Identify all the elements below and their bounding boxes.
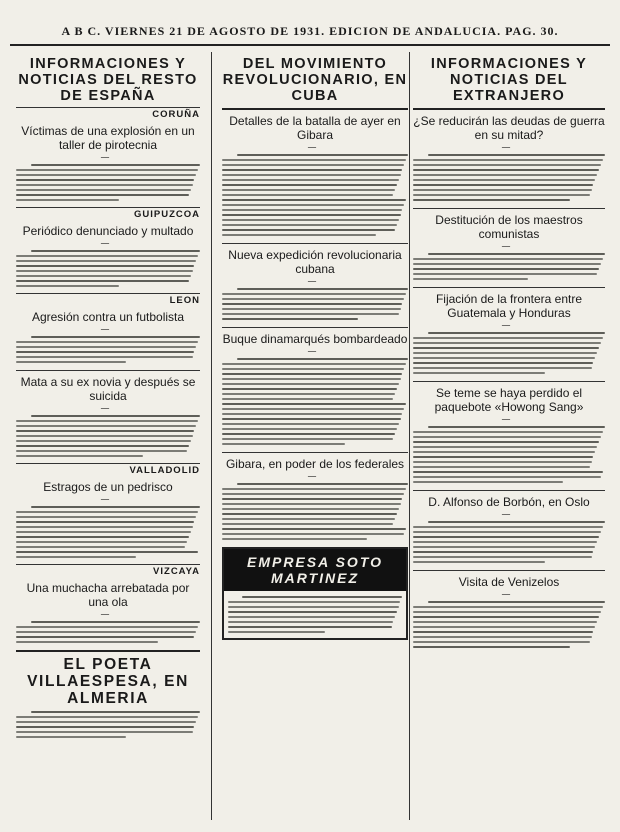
- section-divider: [413, 287, 605, 288]
- text-line: [413, 616, 599, 618]
- text-line: [228, 621, 393, 623]
- article-headline: Nueva expedición revolucionaria cubana: [228, 248, 402, 276]
- text-line: [16, 636, 194, 638]
- text-line: [16, 285, 119, 287]
- text-line: [16, 275, 191, 277]
- text-line: [413, 451, 595, 453]
- text-line: [16, 260, 196, 262]
- article-headline: Buque dinamarqués bombardeado: [222, 332, 408, 346]
- ad-title: EMPRESA SOTO MARTINEZ: [224, 549, 406, 591]
- section-divider: [222, 327, 408, 328]
- section-divider: [413, 208, 605, 209]
- headline-separator: —: [100, 325, 116, 335]
- text-line: [413, 536, 599, 538]
- text-line: [16, 516, 196, 518]
- region-label: GUIPUZCOA: [16, 207, 200, 220]
- text-line: [413, 561, 545, 563]
- text-line: [16, 521, 194, 523]
- section-title: INFORMACIONES Y NOTICIAS DEL RESTO DE ESPAÑA: [18, 56, 198, 104]
- text-line: [222, 204, 404, 206]
- section-divider: [413, 490, 605, 491]
- text-line: [413, 481, 563, 483]
- text-line: [222, 388, 397, 390]
- article-body: [413, 599, 605, 651]
- article-body: [413, 152, 605, 204]
- text-line: [228, 601, 400, 603]
- headline-separator: —: [501, 415, 517, 425]
- article-body: [16, 504, 200, 561]
- column-divider: [211, 52, 212, 820]
- text-line: [428, 253, 605, 255]
- text-line: [222, 488, 406, 490]
- text-line: [413, 621, 597, 623]
- text-line: [413, 631, 593, 633]
- text-line: [413, 446, 597, 448]
- text-line: [16, 531, 191, 533]
- section-divider: [413, 381, 605, 382]
- text-line: [222, 523, 393, 525]
- text-line: [16, 716, 198, 718]
- article-headline: Se teme se haya perdido el paquebote «Howong Sang»: [434, 386, 584, 414]
- text-line: [222, 378, 401, 380]
- text-line: [222, 418, 401, 420]
- article-body: [222, 152, 408, 239]
- article-headline: Estragos de un pedrisco: [43, 480, 173, 494]
- article-body: [222, 356, 408, 448]
- text-line: [222, 363, 406, 365]
- headline-separator: —: [307, 472, 323, 482]
- masthead: A B C. VIERNES 21 DE AGOSTO DE 1931. EDICION DE ANDALUCIA. PAG. 30.: [10, 18, 610, 46]
- text-line: [222, 518, 395, 520]
- text-line: [413, 337, 603, 339]
- text-line: [413, 441, 599, 443]
- section-divider: [222, 243, 408, 244]
- headline-separator: —: [307, 277, 323, 287]
- text-line: [222, 503, 401, 505]
- article-headline: Visita de Venizelos: [458, 575, 560, 589]
- text-line: [16, 169, 198, 171]
- text-line: [222, 174, 401, 176]
- text-line: [413, 606, 603, 608]
- text-line: [222, 164, 404, 166]
- text-line: [16, 435, 193, 437]
- text-line: [222, 443, 345, 445]
- text-line: [413, 278, 528, 280]
- text-line: [16, 556, 136, 558]
- text-line: [228, 631, 325, 633]
- text-line: [16, 199, 119, 201]
- section-divider: [222, 452, 408, 453]
- article-body: [413, 251, 605, 283]
- headline-separator: —: [100, 495, 116, 505]
- headline-separator: —: [307, 347, 323, 357]
- text-line: [16, 280, 189, 282]
- text-line: [222, 199, 406, 201]
- text-line: [222, 179, 399, 181]
- text-line: [16, 189, 191, 191]
- text-line: [228, 606, 399, 608]
- region-label: VALLADOLID: [16, 463, 200, 476]
- text-line: [222, 219, 399, 221]
- region-label: CORUÑA: [16, 107, 200, 120]
- text-line: [222, 169, 402, 171]
- text-line: [16, 450, 187, 452]
- article-headline: Una muchacha arrebatada por una ola: [26, 581, 190, 609]
- text-line: [16, 536, 189, 538]
- text-line: [31, 336, 200, 338]
- text-line: [413, 194, 590, 196]
- text-line: [222, 433, 395, 435]
- text-line: [413, 531, 601, 533]
- text-line: [242, 596, 402, 598]
- article-headline: Detalles de la batalla de ayer en Gibara: [229, 114, 401, 142]
- text-line: [222, 493, 404, 495]
- text-line: [413, 347, 599, 349]
- text-line: [222, 423, 399, 425]
- headline-separator: —: [501, 242, 517, 252]
- text-line: [428, 601, 605, 603]
- region-label: LEON: [16, 293, 200, 306]
- text-line: [413, 626, 595, 628]
- text-line: [413, 352, 597, 354]
- text-line: [413, 641, 590, 643]
- text-line: [222, 498, 402, 500]
- article-headline: Agresión contra un futbolista: [31, 310, 185, 324]
- ad-body: [224, 591, 406, 638]
- text-line: [31, 506, 200, 508]
- text-line: [16, 265, 194, 267]
- section-title: INFORMACIONES Y NOTICIAS DEL EXTRANJERO: [430, 56, 588, 104]
- text-line: [413, 461, 592, 463]
- text-line: [16, 184, 193, 186]
- text-line: [16, 179, 194, 181]
- region-label: VIZCAYA: [16, 564, 200, 577]
- text-line: [16, 546, 185, 548]
- text-line: [228, 616, 395, 618]
- section-divider: [413, 570, 605, 571]
- text-line: [16, 341, 198, 343]
- column-foreign-news: [413, 52, 605, 653]
- text-line: [16, 255, 198, 257]
- text-line: [222, 383, 399, 385]
- text-line: [413, 556, 592, 558]
- text-line: [16, 346, 196, 348]
- section-title: DEL MOVIMIENTO REVOLUCIONARIO, EN CUBA: [222, 56, 408, 104]
- article-body: [222, 286, 408, 323]
- text-line: [413, 471, 603, 473]
- section-divider: [16, 370, 200, 371]
- text-line: [413, 466, 590, 468]
- text-line: [413, 367, 592, 369]
- column-cuba: [222, 52, 408, 644]
- article-headline: D. Alfonso de Borbón, en Oslo: [428, 495, 590, 509]
- text-line: [413, 174, 597, 176]
- text-line: [16, 351, 194, 353]
- article-body: [16, 619, 200, 646]
- text-line: [222, 393, 395, 395]
- text-line: [31, 250, 200, 252]
- text-line: [413, 179, 595, 181]
- text-line: [16, 526, 193, 528]
- text-line: [16, 445, 189, 447]
- text-line: [16, 430, 194, 432]
- text-line: [31, 621, 200, 623]
- text-line: [413, 268, 599, 270]
- article-body: [16, 709, 200, 741]
- text-line: [413, 263, 601, 265]
- text-line: [16, 455, 143, 457]
- headline-separator: —: [100, 239, 116, 249]
- text-line: [413, 541, 597, 543]
- headline-separator: —: [100, 153, 116, 163]
- article-headline: Fijación de la frontera entre Guatemala y Honduras: [435, 292, 583, 320]
- column-spain-news: [16, 52, 200, 743]
- text-line: [222, 528, 406, 530]
- text-line: [16, 731, 193, 733]
- text-line: [31, 415, 200, 417]
- section-divider: [413, 108, 605, 110]
- text-line: [222, 298, 404, 300]
- text-line: [413, 431, 603, 433]
- text-line: [222, 189, 395, 191]
- headline-separator: —: [501, 321, 517, 331]
- headline-separator: —: [307, 143, 323, 153]
- text-line: [222, 159, 406, 161]
- text-line: [222, 373, 402, 375]
- text-line: [413, 159, 603, 161]
- text-line: [16, 420, 198, 422]
- text-line: [222, 403, 406, 405]
- text-line: [222, 533, 404, 535]
- text-line: [16, 641, 158, 643]
- article-body: [413, 519, 605, 566]
- text-line: [16, 626, 198, 628]
- bottom-title: EL POETA VILLAESPESA, EN ALMERIA: [27, 656, 189, 707]
- text-line: [16, 726, 194, 728]
- text-line: [428, 426, 605, 428]
- text-line: [222, 513, 397, 515]
- article-body: [16, 162, 200, 204]
- text-line: [222, 408, 404, 410]
- article-body: [413, 330, 605, 377]
- text-line: [413, 199, 570, 201]
- article-headline: Mata a su ex novia y después se suicida: [20, 375, 196, 403]
- text-line: [237, 288, 408, 290]
- text-line: [222, 318, 358, 320]
- text-line: [222, 229, 395, 231]
- text-line: [16, 541, 187, 543]
- text-line: [237, 483, 408, 485]
- column-divider: [409, 52, 410, 820]
- text-line: [228, 626, 392, 628]
- headline-separator: —: [501, 590, 517, 600]
- text-line: [222, 209, 402, 211]
- article-headline: Periódico denunciado y multado: [22, 224, 194, 238]
- text-line: [413, 646, 570, 648]
- text-line: [413, 258, 603, 260]
- text-line: [413, 436, 601, 438]
- text-line: [16, 551, 198, 553]
- text-line: [222, 224, 397, 226]
- text-line: [237, 358, 408, 360]
- text-line: [413, 476, 601, 478]
- headline-separator: —: [100, 404, 116, 414]
- section-divider: [16, 650, 200, 652]
- text-line: [428, 332, 605, 334]
- text-line: [413, 164, 601, 166]
- headline-separator: —: [501, 143, 517, 153]
- text-line: [413, 357, 595, 359]
- text-line: [413, 636, 592, 638]
- text-line: [222, 428, 397, 430]
- text-line: [222, 303, 402, 305]
- text-line: [413, 362, 593, 364]
- article-headline: Gibara, en poder de los federales: [225, 457, 405, 471]
- text-line: [222, 184, 397, 186]
- text-line: [222, 508, 399, 510]
- article-body: [16, 248, 200, 290]
- text-line: [16, 356, 193, 358]
- text-line: [31, 711, 200, 713]
- text-line: [413, 611, 601, 613]
- text-line: [222, 438, 393, 440]
- text-line: [16, 194, 189, 196]
- article-body: [16, 334, 200, 366]
- text-line: [222, 214, 401, 216]
- text-line: [413, 342, 601, 344]
- text-line: [222, 313, 399, 315]
- text-line: [222, 413, 402, 415]
- article-body: [413, 424, 605, 486]
- text-line: [413, 546, 595, 548]
- text-line: [413, 526, 603, 528]
- text-line: [428, 521, 605, 523]
- text-line: [222, 368, 404, 370]
- text-line: [222, 308, 401, 310]
- text-line: [222, 194, 393, 196]
- text-line: [413, 273, 597, 275]
- text-line: [413, 189, 592, 191]
- text-line: [413, 551, 593, 553]
- headline-separator: —: [501, 510, 517, 520]
- article-body: [16, 413, 200, 460]
- article-body: [222, 481, 408, 543]
- article-headline: Destitución de los maestros comunistas: [435, 213, 583, 241]
- text-line: [237, 154, 408, 156]
- advertisement: [222, 547, 408, 640]
- text-line: [16, 721, 196, 723]
- text-line: [16, 631, 196, 633]
- text-line: [413, 184, 593, 186]
- text-line: [16, 736, 126, 738]
- text-line: [413, 169, 599, 171]
- text-line: [228, 611, 397, 613]
- text-line: [16, 270, 193, 272]
- text-line: [428, 154, 605, 156]
- text-line: [222, 398, 393, 400]
- section-divider: [222, 108, 408, 110]
- text-line: [413, 372, 545, 374]
- article-headline: ¿Se reducirán las deudas de guerra en su mitad?: [413, 114, 605, 142]
- text-line: [222, 538, 367, 540]
- text-line: [222, 234, 376, 236]
- article-headline: Víctimas de una explosión en un taller de pirotecnia: [21, 124, 195, 152]
- text-line: [31, 164, 200, 166]
- text-line: [16, 425, 196, 427]
- text-line: [16, 511, 198, 513]
- text-line: [16, 174, 196, 176]
- text-line: [16, 361, 126, 363]
- headline-separator: —: [100, 610, 116, 620]
- text-line: [222, 293, 406, 295]
- text-line: [413, 456, 593, 458]
- text-line: [16, 440, 191, 442]
